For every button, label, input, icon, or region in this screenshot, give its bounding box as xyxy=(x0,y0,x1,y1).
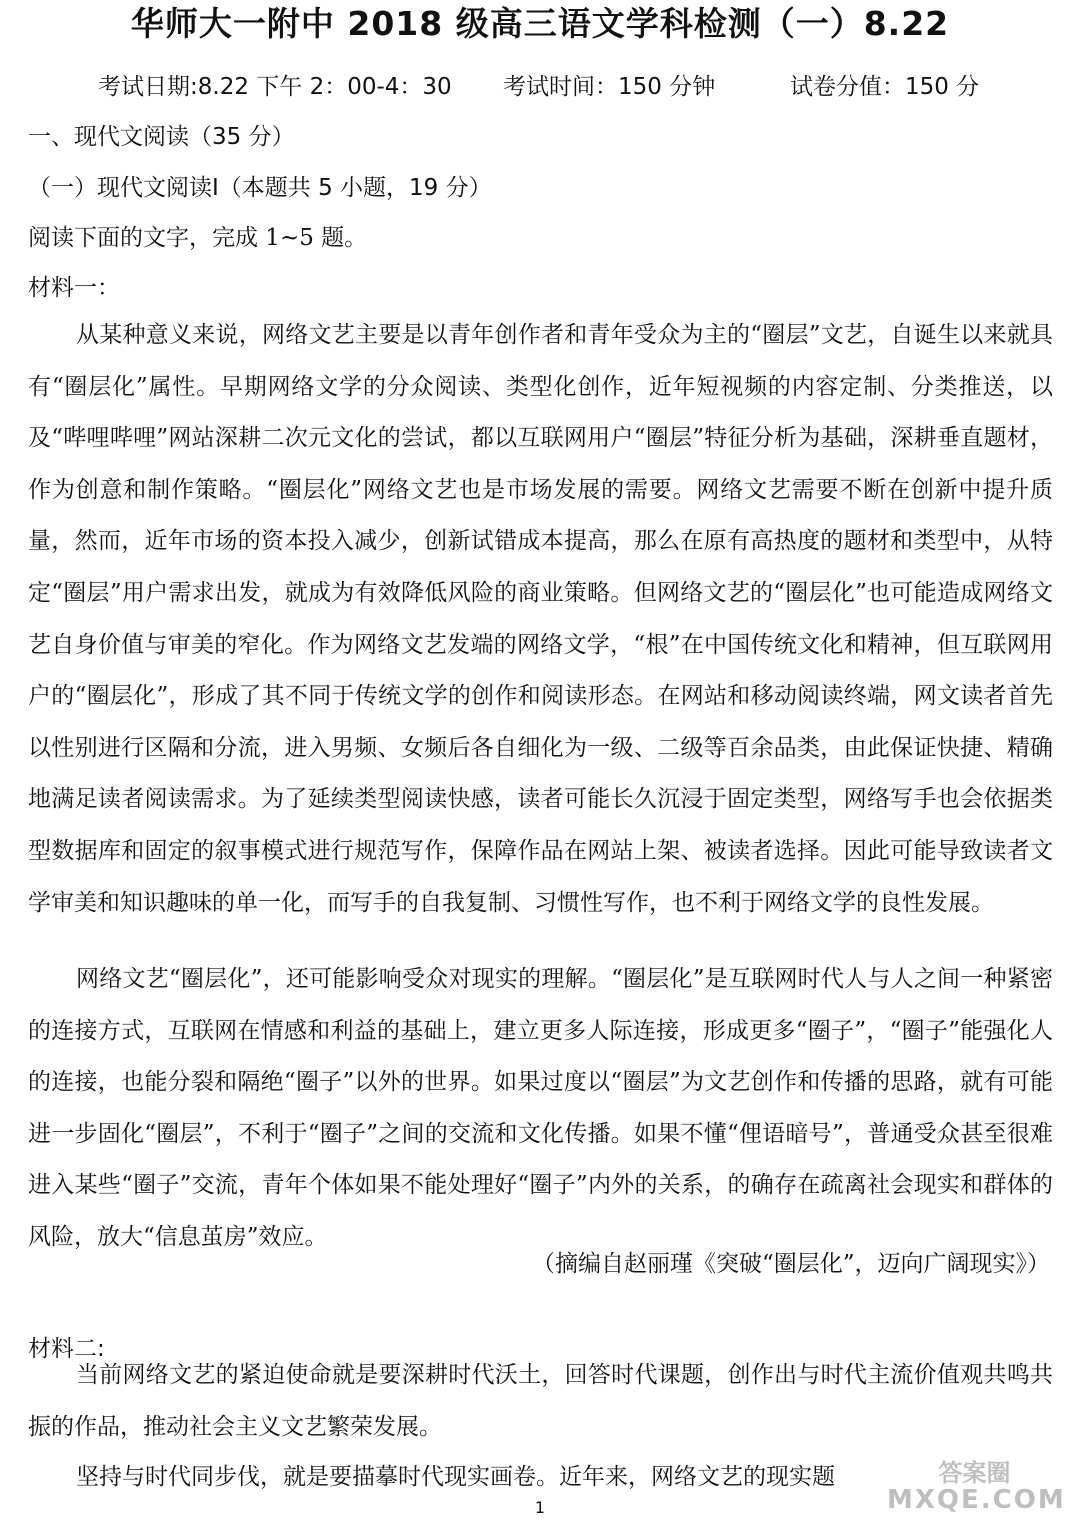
reading-instruction: 阅读下面的文字，完成 1~5 题。 xyxy=(28,225,368,251)
material-one-label: 材料一： xyxy=(28,275,120,301)
watermark-line-2: MXQE.COM xyxy=(887,1485,1066,1515)
watermark-line-1: 答案圈 xyxy=(938,1459,1011,1487)
exam-duration: 考试时间：150 分钟 xyxy=(503,74,716,100)
subsection-heading: （一）现代文阅读Ⅰ（本题共 5 小题，19 分） xyxy=(28,175,492,201)
page-number: 1 xyxy=(534,1498,546,1517)
material-one-paragraph-2: 网络文艺“圈层化”，还可能影响受众对现实的理解。“圈层化”是互联网时代人与人之间一种紧密的连接方式，互联网在情感和利益的基础上，建立更多人际连接，形成更多“圈子”，“圈子”能强化人的连接，也能分裂和隔绝“圈子”以外的世界。如果过度以“圈层”为文艺创作和传播的思路，就有可能进一步固化“圈层”，不利于“圈子”之间的交流和文化传播。如果不懂“俚语暗号”，普通受众甚至很难进入某些“圈子”交流，青年个体如果不能处理好“圈子”内外的关系，的确存在疏离社会现实和群体的风险，放大“信息茧房”效应。 xyxy=(28,966,1053,1250)
material-two-paragraph-2: 坚持与时代同步伐，就是要描摹时代现实画卷。近年来，网络文艺的现实题 xyxy=(76,1464,835,1490)
material-two-label: 材料二: xyxy=(28,1336,105,1362)
exam-score: 试卷分值：150 分 xyxy=(790,74,980,100)
section-heading: 一、现代文阅读（35 分） xyxy=(28,124,295,150)
exam-title: 华师大一附中 2018 级高三语文学科检测（一）8.22 xyxy=(130,4,950,43)
exam-date: 考试日期:8.22 下午 2：00-4：30 xyxy=(98,74,452,100)
material-one-paragraph-1: 从某种意义来说，网络文艺主要是以青年创作者和青年受众为主的“圈层”文艺，自诞生以来就具有“圈层化”属性。早期网络文学的分众阅读、类型化创作，近年短视频的内容定制、分类推送，以及“哔哩哔哩”网站深耕二次元文化的尝试，都以互联网用户“圈层”特征分析为基础，深耕垂直题材，作为创意和制作策略。“圈层化”网络文艺也是市场发展的需要。网络文艺需要不断在创新中提升质量，然而，近年市场的资本投入减少，创新试错成本提高，那么在原有高热度的题材和类型中，从特定“圈层”用户需求出发，就成为有效降低风险的商业策略。但网络文艺的“圈层化”也可能造成网络文艺自身价值与审美的窄化。作为网络文艺发端的网络文学，“根”在中国传统文化和精神，但互联网用户的“圈层化”，形成了其不同于传统文学的创作和阅读形态。在网站和移动阅读终端，网文读者首先以性别进行区隔和分流，进入男频、女频后各自细化为一级、二级等百余品类，由此保证快捷、精确地满足读者阅读需求。为了延续类型阅读快感，读者可能长久沉浸于固定类型，网络写手也会依据类型数据库和固定的叙事模式进行规范写作，保障作品在网站上架、被读者选择。因此可能导致读者文学审美和知识趣味的单一化，而写手的自我复制、习惯性写作，也不利于网络文学的良性发展。 xyxy=(28,322,1053,916)
material-one-source: （摘编自赵丽瑾《突破“圈层化”，迈向广阔现实》） xyxy=(531,1251,1050,1277)
material-two-paragraph-1: 当前网络文艺的紧迫使命就是要深耕时代沃土，回答时代课题，创作出与时代主流价值观共鸣共振的作品，推动社会主义文艺繁荣发展。 xyxy=(28,1362,1053,1440)
watermark-logo xyxy=(887,1451,1066,1521)
